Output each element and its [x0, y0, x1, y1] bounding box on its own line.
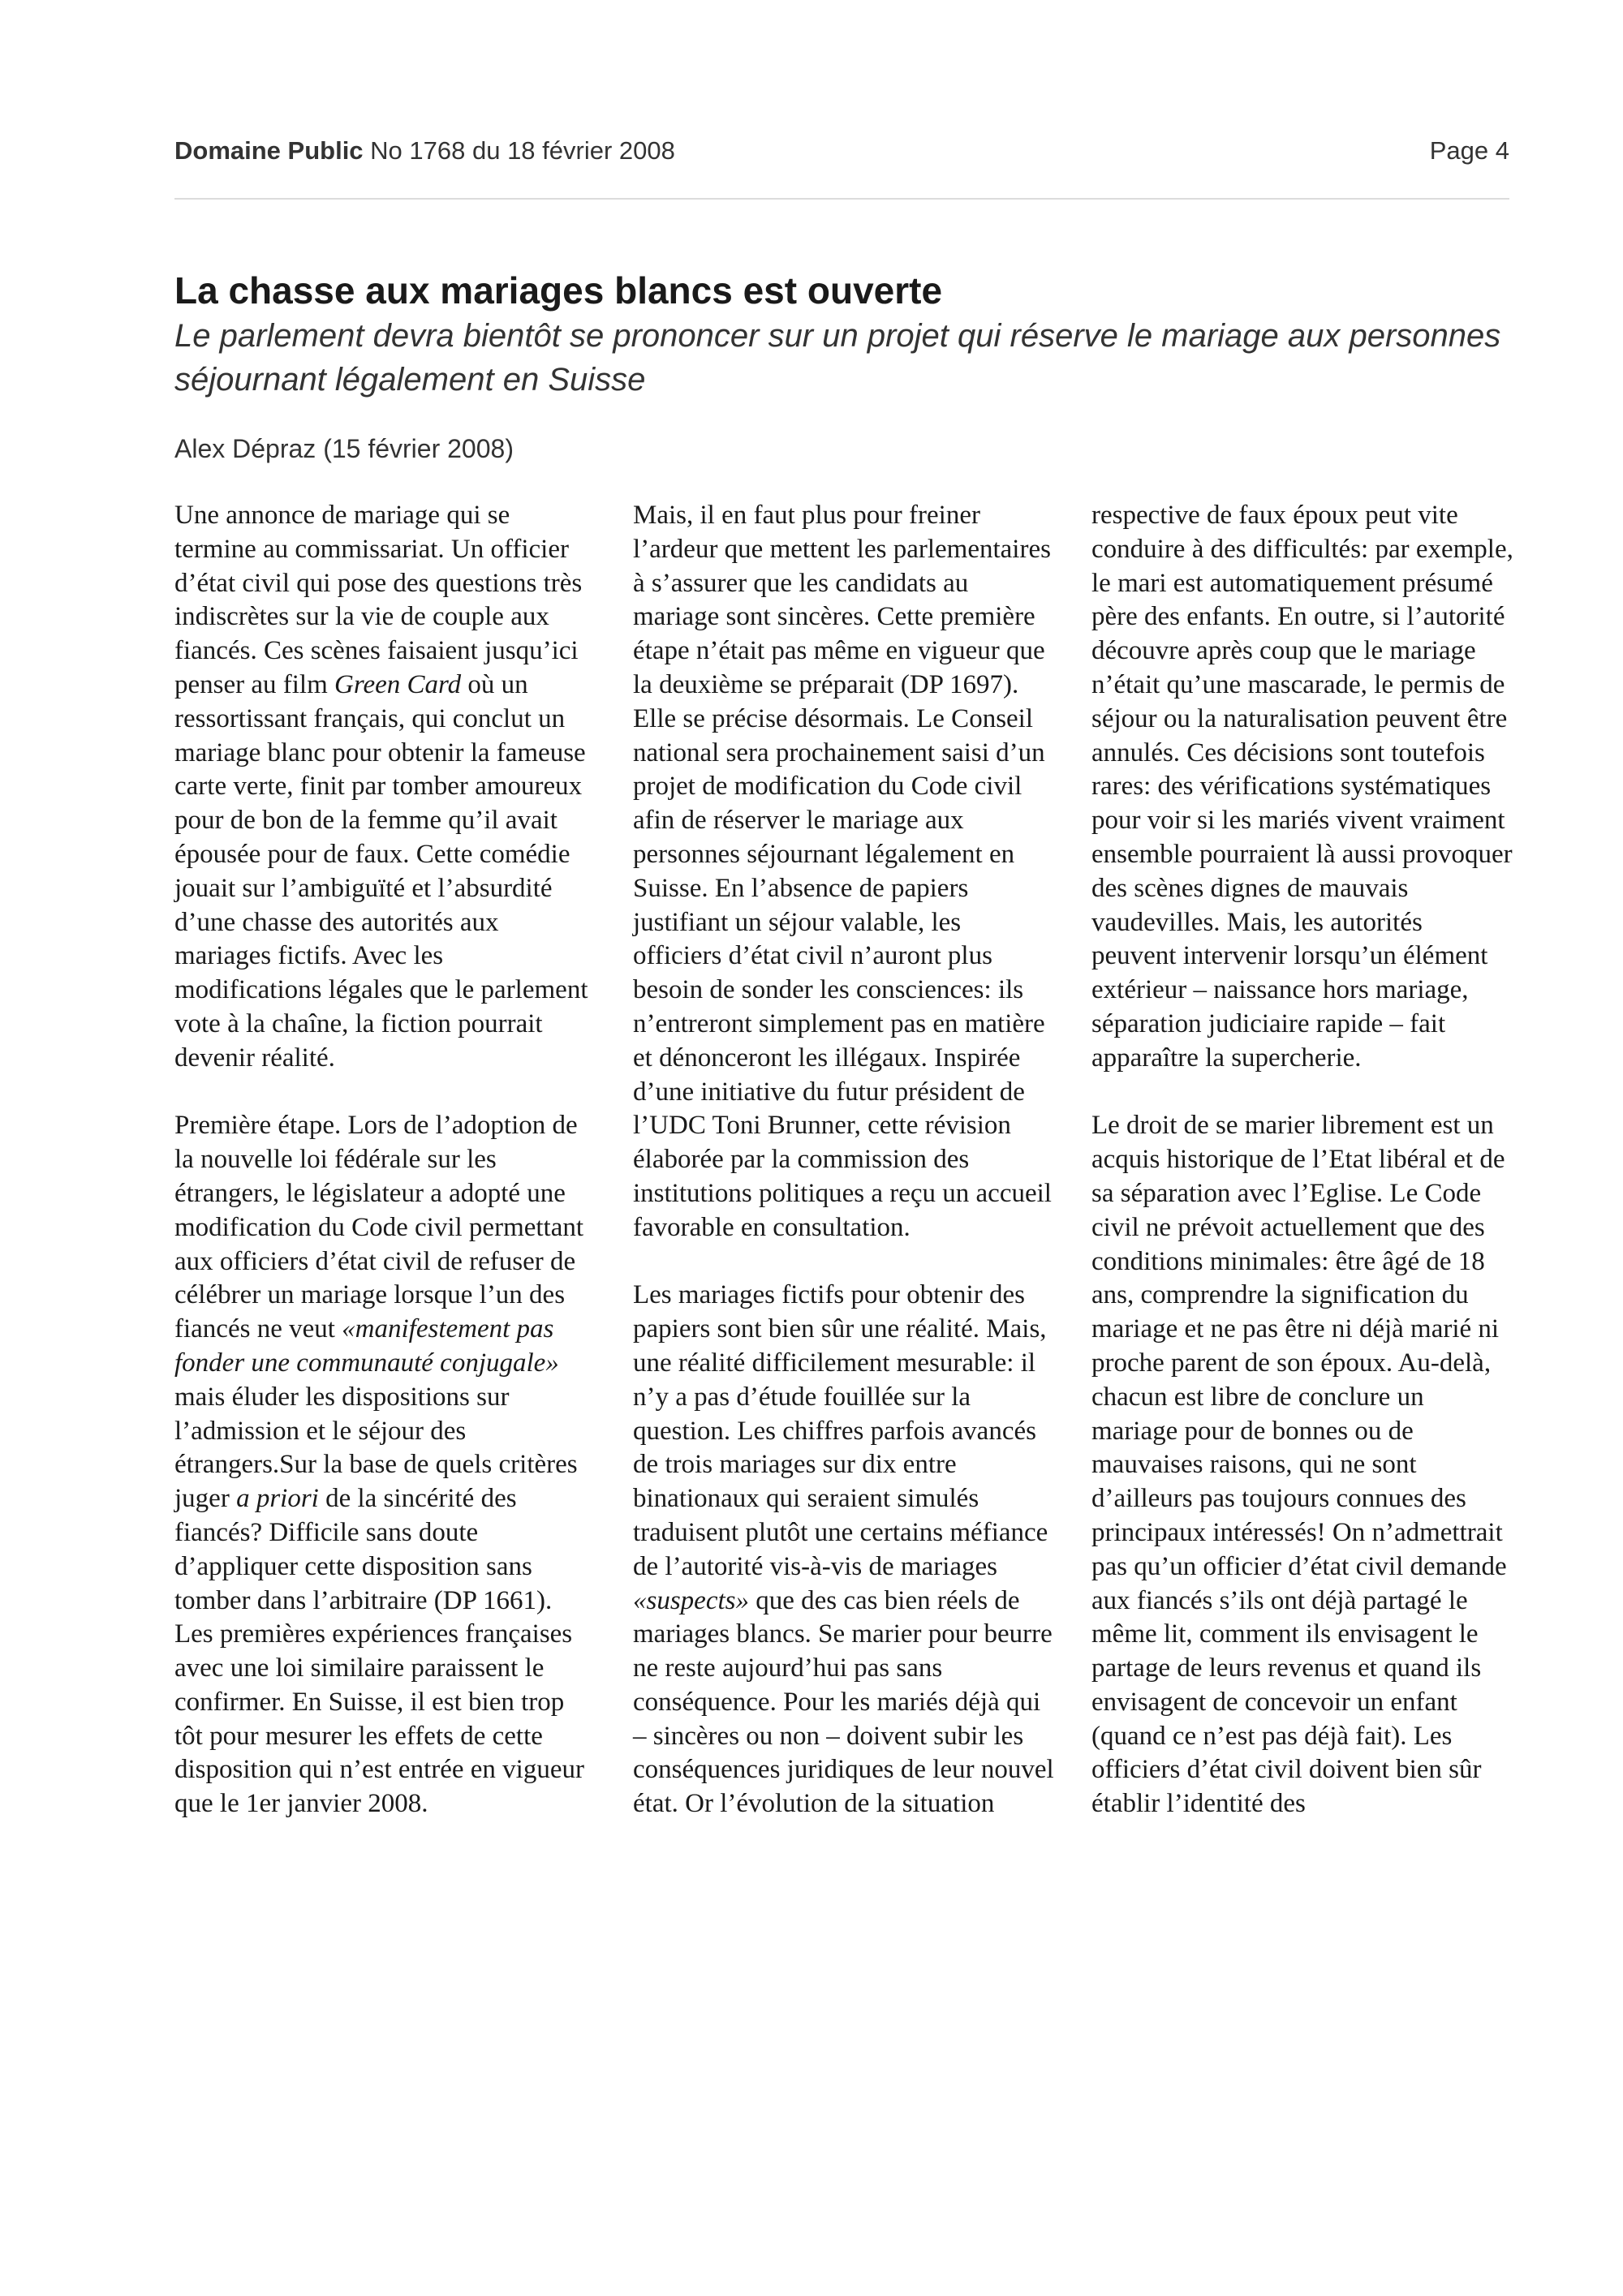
column-3 — [1091, 499, 1513, 1821]
quote: «suspects» — [633, 1585, 749, 1615]
column-1 — [174, 499, 596, 1821]
paragraph: Les mariages fictifs pour obtenir des papiers sont bien sûr une réalité. Mais, une réalité difficilement mesurable: il n’y a pas d’étude fouillée sur la question. Les chiffres parfois avancés de trois mariages sur dix entre binationaux qui seraient simulés traduisent plutôt une certains méfiance de l’autorité vis-à-vis de mariages «suspects» que des cas bien réels de mariages blancs. Se marier pour beurre ne reste aujourd’hui pas sans conséquence. Pour les mariés déjà qui – sincères ou non – doivent subir les conséquences juridiques de leur nouvel état. Or l’évolution de la situation — [633, 1280, 1054, 1819]
paragraph: Mais, il en faut plus pour freiner l’ardeur que mettent les parlementaires à s’assurer que les candidats au mariage sont sincères. Cette première étape n’était pas même en vigueur que la deuxième se préparait (DP 1697). Elle se précise désormais. Le Conseil national sera prochainement saisi d’un projet de modification du Code civil afin de réserver le mariage aux personnes séjournant légalement en Suisse. En l’absence de papiers justifiant un séjour valable, les officiers d’état civil n’auront plus besoin de sonder les consciences: ils n’entreront simplement pas en matière et dénonceront les illégaux. Inspirée d’une initiative du futur président de l’UDC Toni Brunner, cette révision élaborée par la commission des institutions politiques a reçu un accueil favorable en consultation. — [633, 501, 1052, 1242]
paragraph: Une annonce de mariage qui se termine au commissariat. Un officier d’état civil qui pose des questions très indiscrètes sur la vie de couple aux fiancés. Ces scènes faisaient jusqu’ici penser au film Green Card où un ressortissant français, qui conclut un mariage blanc pour obtenir la fameuse carte verte, finit par tomber amoureux pour de bon de la femme qu’il avait épousée pour de faux. Cette comédie jouait sur l’ambiguïté et l’absurdité d’une chasse des autorités aux mariages fictifs. Avec les modifications légales que le parlement vote à la chaîne, la fiction pourrait devenir réalité. — [174, 501, 588, 1073]
film-title: Green Card — [334, 669, 462, 699]
article-subtitle: Le parlement devra bientôt se prononcer sur un projet qui réserve le mariage aux personnes séjournant légalement en Suisse — [174, 318, 1501, 398]
column-2 — [633, 499, 1055, 1821]
header-divider — [174, 198, 1509, 200]
article-byline: Alex Dépraz (15 février 2008) — [174, 434, 514, 463]
article-title: La chasse aux mariages blancs est ouverte — [174, 269, 943, 312]
page-header — [174, 136, 1509, 169]
quote: «manifestement pas fonder une communauté conjugale» — [174, 1314, 559, 1378]
paragraph: Le droit de se marier librement est un acquis historique de l’Etat libéral et de sa séparation avec l’Eglise. Le Code civil ne prévoit actuellement que des conditions minimales: être âgé de 18 ans, comprendre la signification du mariage et ne pas être ni déjà marié ni proche parent de son époux. Au-delà, chacun est libre de conclure un mariage pour de bonnes ou de mauvaises raisons, qui ne sont d’ailleurs pas toujours connues des principaux intéressés! On n’admettrait pas qu’un officier d’état civil demande aux fiancés s’ils ont déjà partagé le même lit, comment ils envisagent le partage de leurs revenus et quand ils envisagent de concevoir un enfant (quand ce n’est pas déjà fait). Les officiers d’état civil doivent bien sûr établir l’identité des — [1091, 1111, 1507, 1819]
paragraph: respective de faux époux peut vite conduire à des difficultés: par exemple, le mari est automatiquement présumé père des enfants. En outre, si l’autorité découvre après coup que le mariage n’était qu’une mascarade, le permis de séjour ou la naturalisation peuvent être annulés. Ces décisions sont toutefois rares: des vérifications systématiques pour voir si les mariés vivent vraiment ensemble pourraient là aussi provoquer des scènes dignes de mauvais vaudevilles. Mais, les autorités peuvent intervenir lorsqu’un élément extérieur – naissance hors mariage, séparation judiciaire rapide – fait apparaître la supercherie. — [1091, 501, 1513, 1073]
latin-term: a priori — [236, 1484, 319, 1514]
publication-name: Domaine Public — [174, 136, 364, 165]
page-number: Page 4 — [1429, 136, 1509, 165]
paragraph: Première étape. Lors de l’adoption de la nouvelle loi fédérale sur les étrangers, le législateur a adopté une modification du Code civil permettant aux officiers d’état civil de refuser de célébrer un mariage lorsque l’un des fiancés ne veut «manifestement pas fonder une communauté conjugale» mais éluder les dispositions sur l’admission et le séjour des étrangers.Sur la base de quels critères juger a priori de la sincérité des fiancés? Difficile sans doute d’appliquer cette disposition sans tomber dans l’arbitraire (DP 1661). Les premières expériences françaises avec une loi similaire paraissent le confirmer. En Suisse, il est bien trop tôt pour mesurer les effets de cette disposition qui n’est entrée en vigueur que le 1er janvier 2008. — [174, 1111, 584, 1819]
issue-info: No 1768 du 18 février 2008 — [363, 136, 675, 165]
